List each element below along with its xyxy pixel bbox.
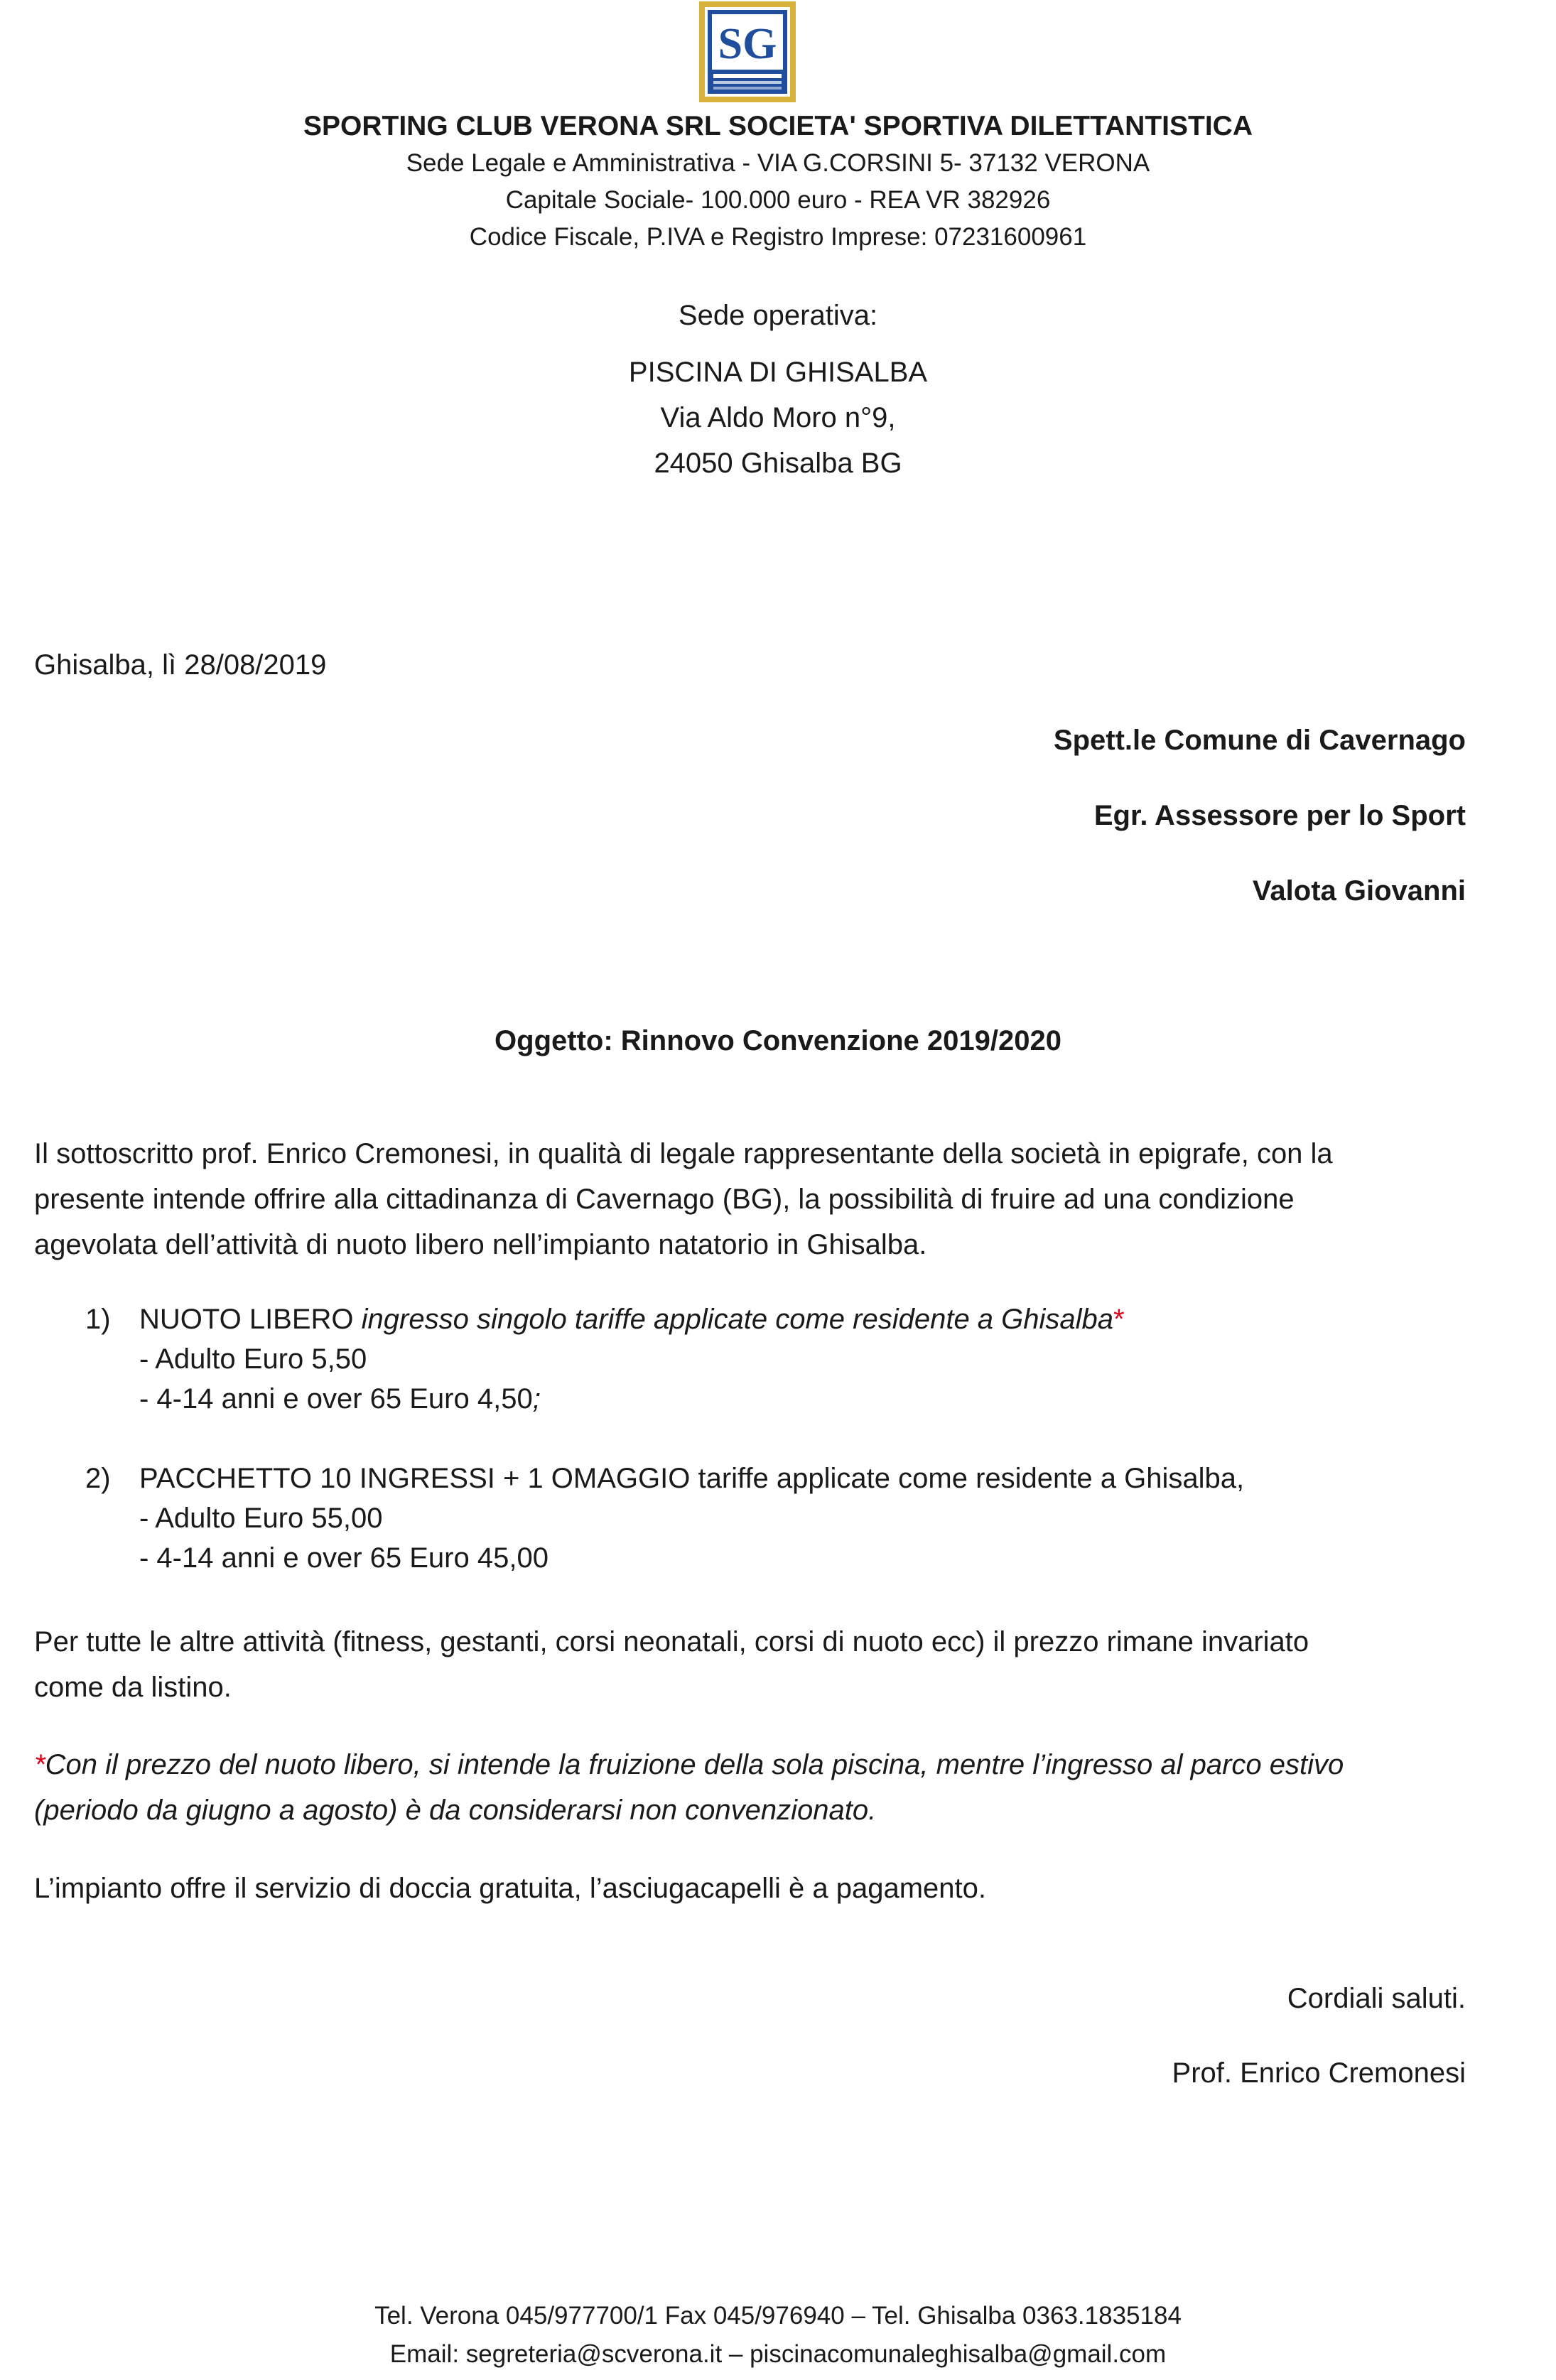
note-line bbox=[34, 1742, 1469, 1787]
list-number-1: 1) bbox=[85, 1304, 111, 1335]
price-adult: - Adulto Euro 55,00 bbox=[139, 1503, 383, 1534]
recipient-name: Valota Giovanni bbox=[1252, 875, 1466, 907]
intro-line: presente intende offrire alla cittadinanza di Cavernago (BG), la possibilità di fruire ad una condizione bbox=[34, 1184, 1295, 1215]
price-reduced-text: - 4-14 anni e over 65 Euro 4,50 bbox=[139, 1383, 533, 1415]
place-date: Ghisalba, lì 28/08/2019 bbox=[34, 649, 327, 681]
note-text: Con il prezzo del nuoto libero, si intende la fruizione della sola piscina, mentre l’ingresso al parco estivo bbox=[45, 1749, 1344, 1780]
item-title-italic: ingresso singolo tariffe applicate come residente a Ghisalba bbox=[361, 1304, 1114, 1335]
operative-label: Sede operativa: bbox=[678, 300, 878, 331]
list-item-title: PACCHETTO 10 INGRESSI + 1 OMAGGIO tariffe applicate come residente a Ghisalba, bbox=[139, 1463, 1245, 1494]
note-line: (periodo da giugno a agosto) è da considerarsi non convenzionato. bbox=[34, 1795, 877, 1826]
price-adult: - Adulto Euro 5,50 bbox=[139, 1343, 367, 1375]
services-paragraph: L’impianto offre il servizio di doccia gratuita, l’asciugacapelli è a pagamento. bbox=[34, 1873, 987, 1904]
price-reduced: - 4-14 anni e over 65 Euro 45,00 bbox=[139, 1542, 549, 1574]
subject: Oggetto: Rinnovo Convenzione 2019/2020 bbox=[495, 1025, 1061, 1056]
legal-address: Sede Legale e Amministrativa - VIA G.CORSINI 5- 37132 VERONA bbox=[406, 149, 1150, 177]
intro-paragraph bbox=[34, 1131, 1469, 1267]
footer-phones: Tel. Verona 045/977700/1 Fax 045/976940 – Tel. Ghisalba 0363.1835184 bbox=[374, 2302, 1182, 2330]
footer-emails: Email: segreteria@scverona.it – piscinacomunaleghisalba@gmail.com bbox=[389, 2340, 1167, 2368]
tax-code: Codice Fiscale, P.IVA e Registro Imprese: 07231600961 bbox=[469, 223, 1087, 251]
note-paragraph bbox=[34, 1742, 1469, 1833]
operative-city: 24050 Ghisalba BG bbox=[654, 448, 902, 479]
list-item-package bbox=[139, 1459, 1244, 1578]
intro-line: Il sottoscritto prof. Enrico Cremonesi, in qualità di legale rappresentante della società in epigrafe, con la bbox=[34, 1138, 1333, 1169]
asterisk-mark: * bbox=[1113, 1304, 1125, 1335]
logo-text: SG bbox=[718, 20, 777, 68]
paragraph-line: Per tutte le altre attività (fitness, gestanti, corsi neonatali, corsi di nuoto ecc) il prezzo rimane invariato bbox=[34, 1626, 1309, 1657]
intro-line: agevolata dell’attività di nuoto libero nell’impianto natatorio in Ghisalba. bbox=[34, 1229, 927, 1260]
list-item-title bbox=[139, 1299, 1125, 1339]
operative-street: Via Aldo Moro n°9, bbox=[660, 402, 896, 433]
recipient-role: Egr. Assessore per lo Sport bbox=[1093, 800, 1466, 831]
paragraph-line: come da listino. bbox=[34, 1672, 232, 1703]
note-asterisk: * bbox=[34, 1749, 45, 1780]
list-item-free-swim bbox=[139, 1299, 1125, 1419]
closing: Cordiali saluti. bbox=[1287, 1983, 1466, 2014]
company-logo bbox=[698, 0, 797, 104]
operative-name: PISCINA DI GHISALBA bbox=[628, 357, 928, 388]
price-reduced bbox=[139, 1379, 1125, 1419]
item-title: NUOTO LIBERO bbox=[139, 1304, 362, 1335]
share-capital: Capitale Sociale- 100.000 euro - REA VR 382926 bbox=[505, 186, 1051, 214]
list-number-2: 2) bbox=[85, 1463, 111, 1494]
recipient-municipality: Spett.le Comune di Cavernago bbox=[1053, 725, 1466, 756]
other-activities-paragraph bbox=[34, 1619, 1469, 1710]
company-name: SPORTING CLUB VERONA SRL SOCIETA' SPORTIVA DILETTANTISTICA bbox=[303, 111, 1253, 141]
signature: Prof. Enrico Cremonesi bbox=[1172, 2057, 1466, 2089]
price-reduced-punct: ; bbox=[532, 1383, 541, 1415]
